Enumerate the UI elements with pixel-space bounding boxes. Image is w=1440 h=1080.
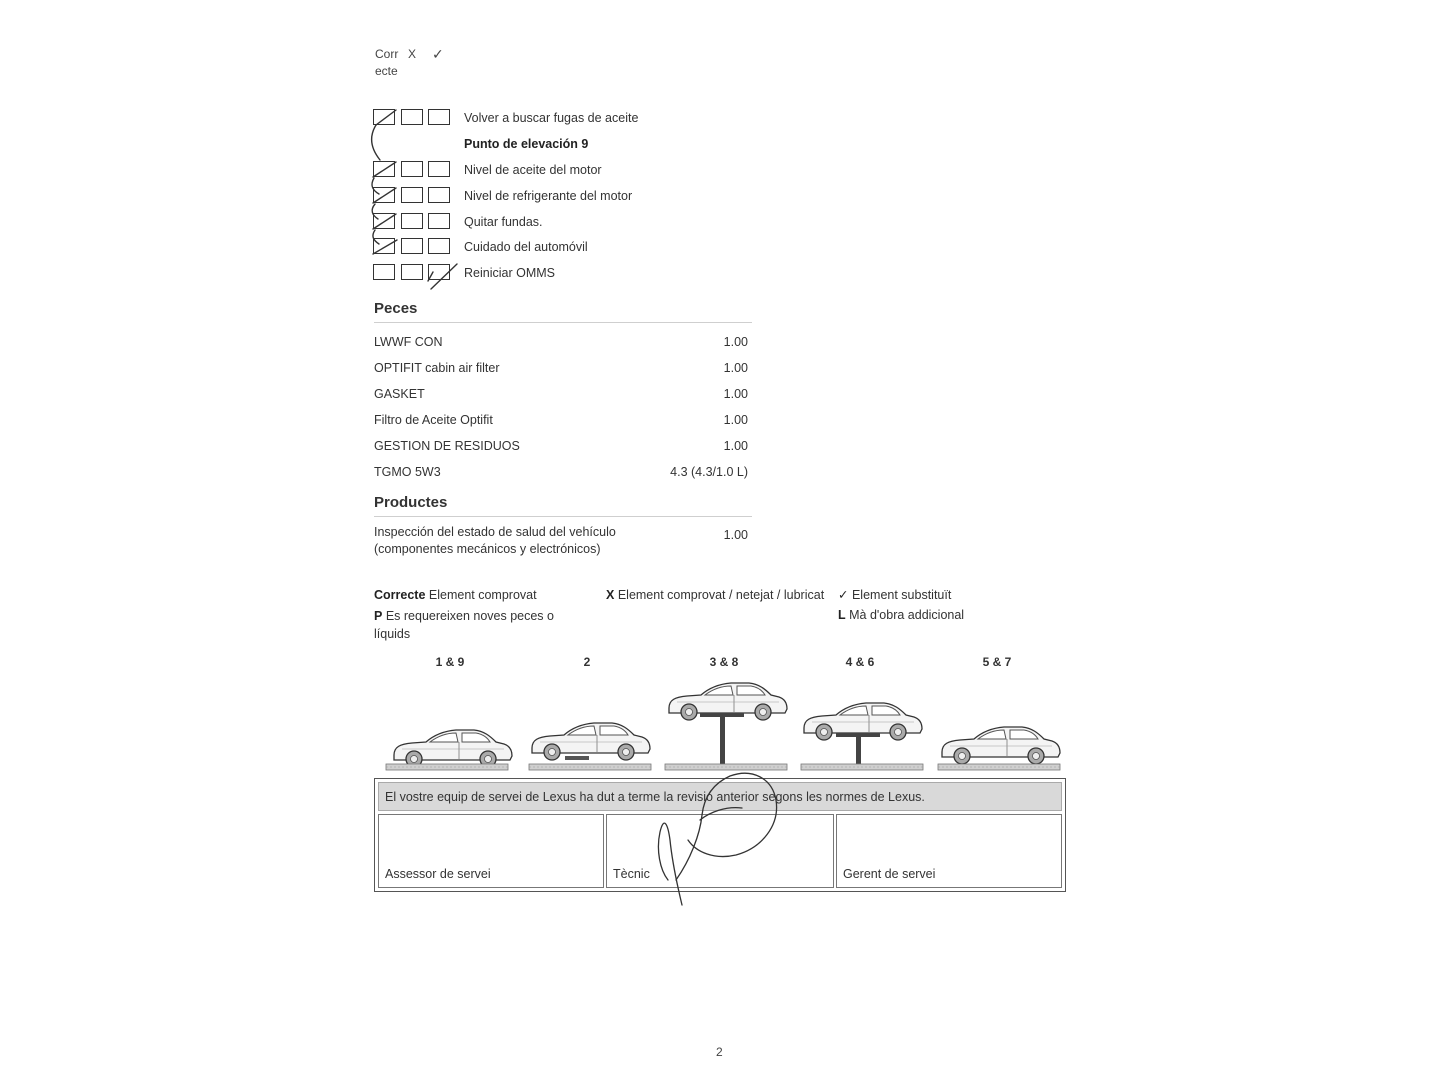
checklist-item-label: Cuidado del automóvil — [464, 240, 588, 254]
signature-field-advisor[interactable] — [378, 814, 604, 888]
signature-field-manager[interactable] — [836, 814, 1062, 888]
checkbox-check[interactable] — [428, 109, 450, 125]
checklist-item-label: Nivel de refrigerante del motor — [464, 189, 633, 203]
checkbox-check[interactable] — [428, 238, 450, 254]
car-high-lift-icon — [665, 683, 787, 770]
legend-key: L — [838, 608, 846, 622]
legend-key: Correcte — [374, 588, 426, 602]
checklist-item-label: Reiniciar OMMS — [464, 266, 555, 280]
legend-l — [838, 606, 964, 624]
parts-title: Peces — [374, 300, 418, 317]
product-name-line1: Inspección del estado de salud del vehículo — [374, 525, 616, 539]
column-header-correct-line2: ecte — [375, 64, 398, 78]
legend-check — [838, 586, 951, 604]
product-name-line2: (componentes mecánicos y electrónicos) — [374, 542, 601, 556]
table-row-name: LWWF CON — [374, 335, 443, 349]
signature-field-technician[interactable] — [606, 814, 834, 888]
checkbox-x[interactable] — [401, 109, 423, 125]
table-row-qty: 1.00 — [723, 439, 748, 453]
table-row-qty: 1.00 — [723, 335, 748, 349]
table-row-qty: 1.00 — [723, 387, 748, 401]
checklist-section-heading: Punto de elevación 9 — [464, 137, 589, 151]
lift-point-label: 3 & 8 — [709, 655, 739, 669]
car-on-ground-icon — [386, 730, 512, 770]
checkbox-check[interactable] — [428, 264, 450, 280]
lift-point-label: 5 & 7 — [982, 655, 1012, 669]
checkbox-check[interactable] — [428, 187, 450, 203]
legend-correct — [374, 586, 537, 604]
table-row-name: TGMO 5W3 — [374, 465, 441, 479]
checkbox-x[interactable] — [401, 213, 423, 229]
column-header-check: ✓ — [432, 46, 444, 62]
checkbox-x[interactable] — [401, 264, 423, 280]
legend-key: ✓ — [838, 588, 849, 602]
signature-label: Gerent de servei — [843, 867, 936, 881]
table-row-name — [374, 524, 616, 558]
products-title: Productes — [374, 494, 448, 511]
table-row-qty: 1.00 — [723, 361, 748, 375]
checklist-item-label: Quitar fundas. — [464, 215, 543, 229]
table-row-qty: 4.3 (4.3/1.0 L) — [670, 465, 748, 479]
checkbox-correct[interactable] — [373, 264, 395, 280]
checklist-item-label: Volver a buscar fugas de aceite — [464, 111, 639, 125]
column-header-x: X — [408, 47, 417, 61]
checkbox-correct[interactable] — [373, 109, 395, 125]
column-header-correct — [375, 46, 398, 80]
legend-text: Element comprovat — [428, 588, 537, 602]
car-on-ground-icon — [938, 727, 1060, 770]
legend-key: X — [606, 588, 615, 602]
signature-label: Assessor de servei — [385, 867, 491, 881]
page-number: 2 — [716, 1045, 723, 1059]
legend-p — [374, 607, 554, 643]
legend-text: líquids — [374, 627, 411, 641]
car-mid-lift-icon — [801, 703, 923, 770]
lift-point-label: 1 & 9 — [435, 655, 465, 669]
table-row-qty: 1.00 — [723, 528, 748, 542]
legend-key: P — [374, 609, 383, 623]
checkbox-check[interactable] — [428, 161, 450, 177]
column-header-correct-line1: Corr — [375, 47, 399, 61]
checkbox-x[interactable] — [401, 238, 423, 254]
products-divider — [374, 516, 752, 517]
table-row-name: GESTION DE RESIDUOS — [374, 439, 520, 453]
table-row-name: GASKET — [374, 387, 425, 401]
checklist-item-label: Nivel de aceite del motor — [464, 163, 602, 177]
car-low-lift-icon — [529, 723, 651, 770]
checkbox-check[interactable] — [428, 213, 450, 229]
parts-divider — [374, 322, 752, 323]
legend-x — [606, 586, 824, 604]
table-row-qty: 1.00 — [723, 413, 748, 427]
table-row-name: OPTIFIT cabin air filter — [374, 361, 500, 375]
signoff-statement: El vostre equip de servei de Lexus ha dut a terme la revisió anterior segons les normes de Lexus. — [378, 782, 1062, 811]
legend-text: Element substituït — [851, 588, 952, 602]
lift-point-label: 2 — [583, 655, 591, 669]
signature-label: Tècnic — [613, 867, 650, 881]
checkbox-x[interactable] — [401, 161, 423, 177]
table-row-name: Filtro de Aceite Optifit — [374, 413, 493, 427]
legend-text: Mà d'obra addicional — [849, 608, 965, 622]
checkbox-x[interactable] — [401, 187, 423, 203]
lift-point-label: 4 & 6 — [845, 655, 875, 669]
technician-signature-icon — [0, 0, 1, 1]
legend-text: Element comprovat / netejat / lubricat — [617, 588, 825, 602]
legend-text: Es requereixen noves peces o — [385, 609, 554, 623]
